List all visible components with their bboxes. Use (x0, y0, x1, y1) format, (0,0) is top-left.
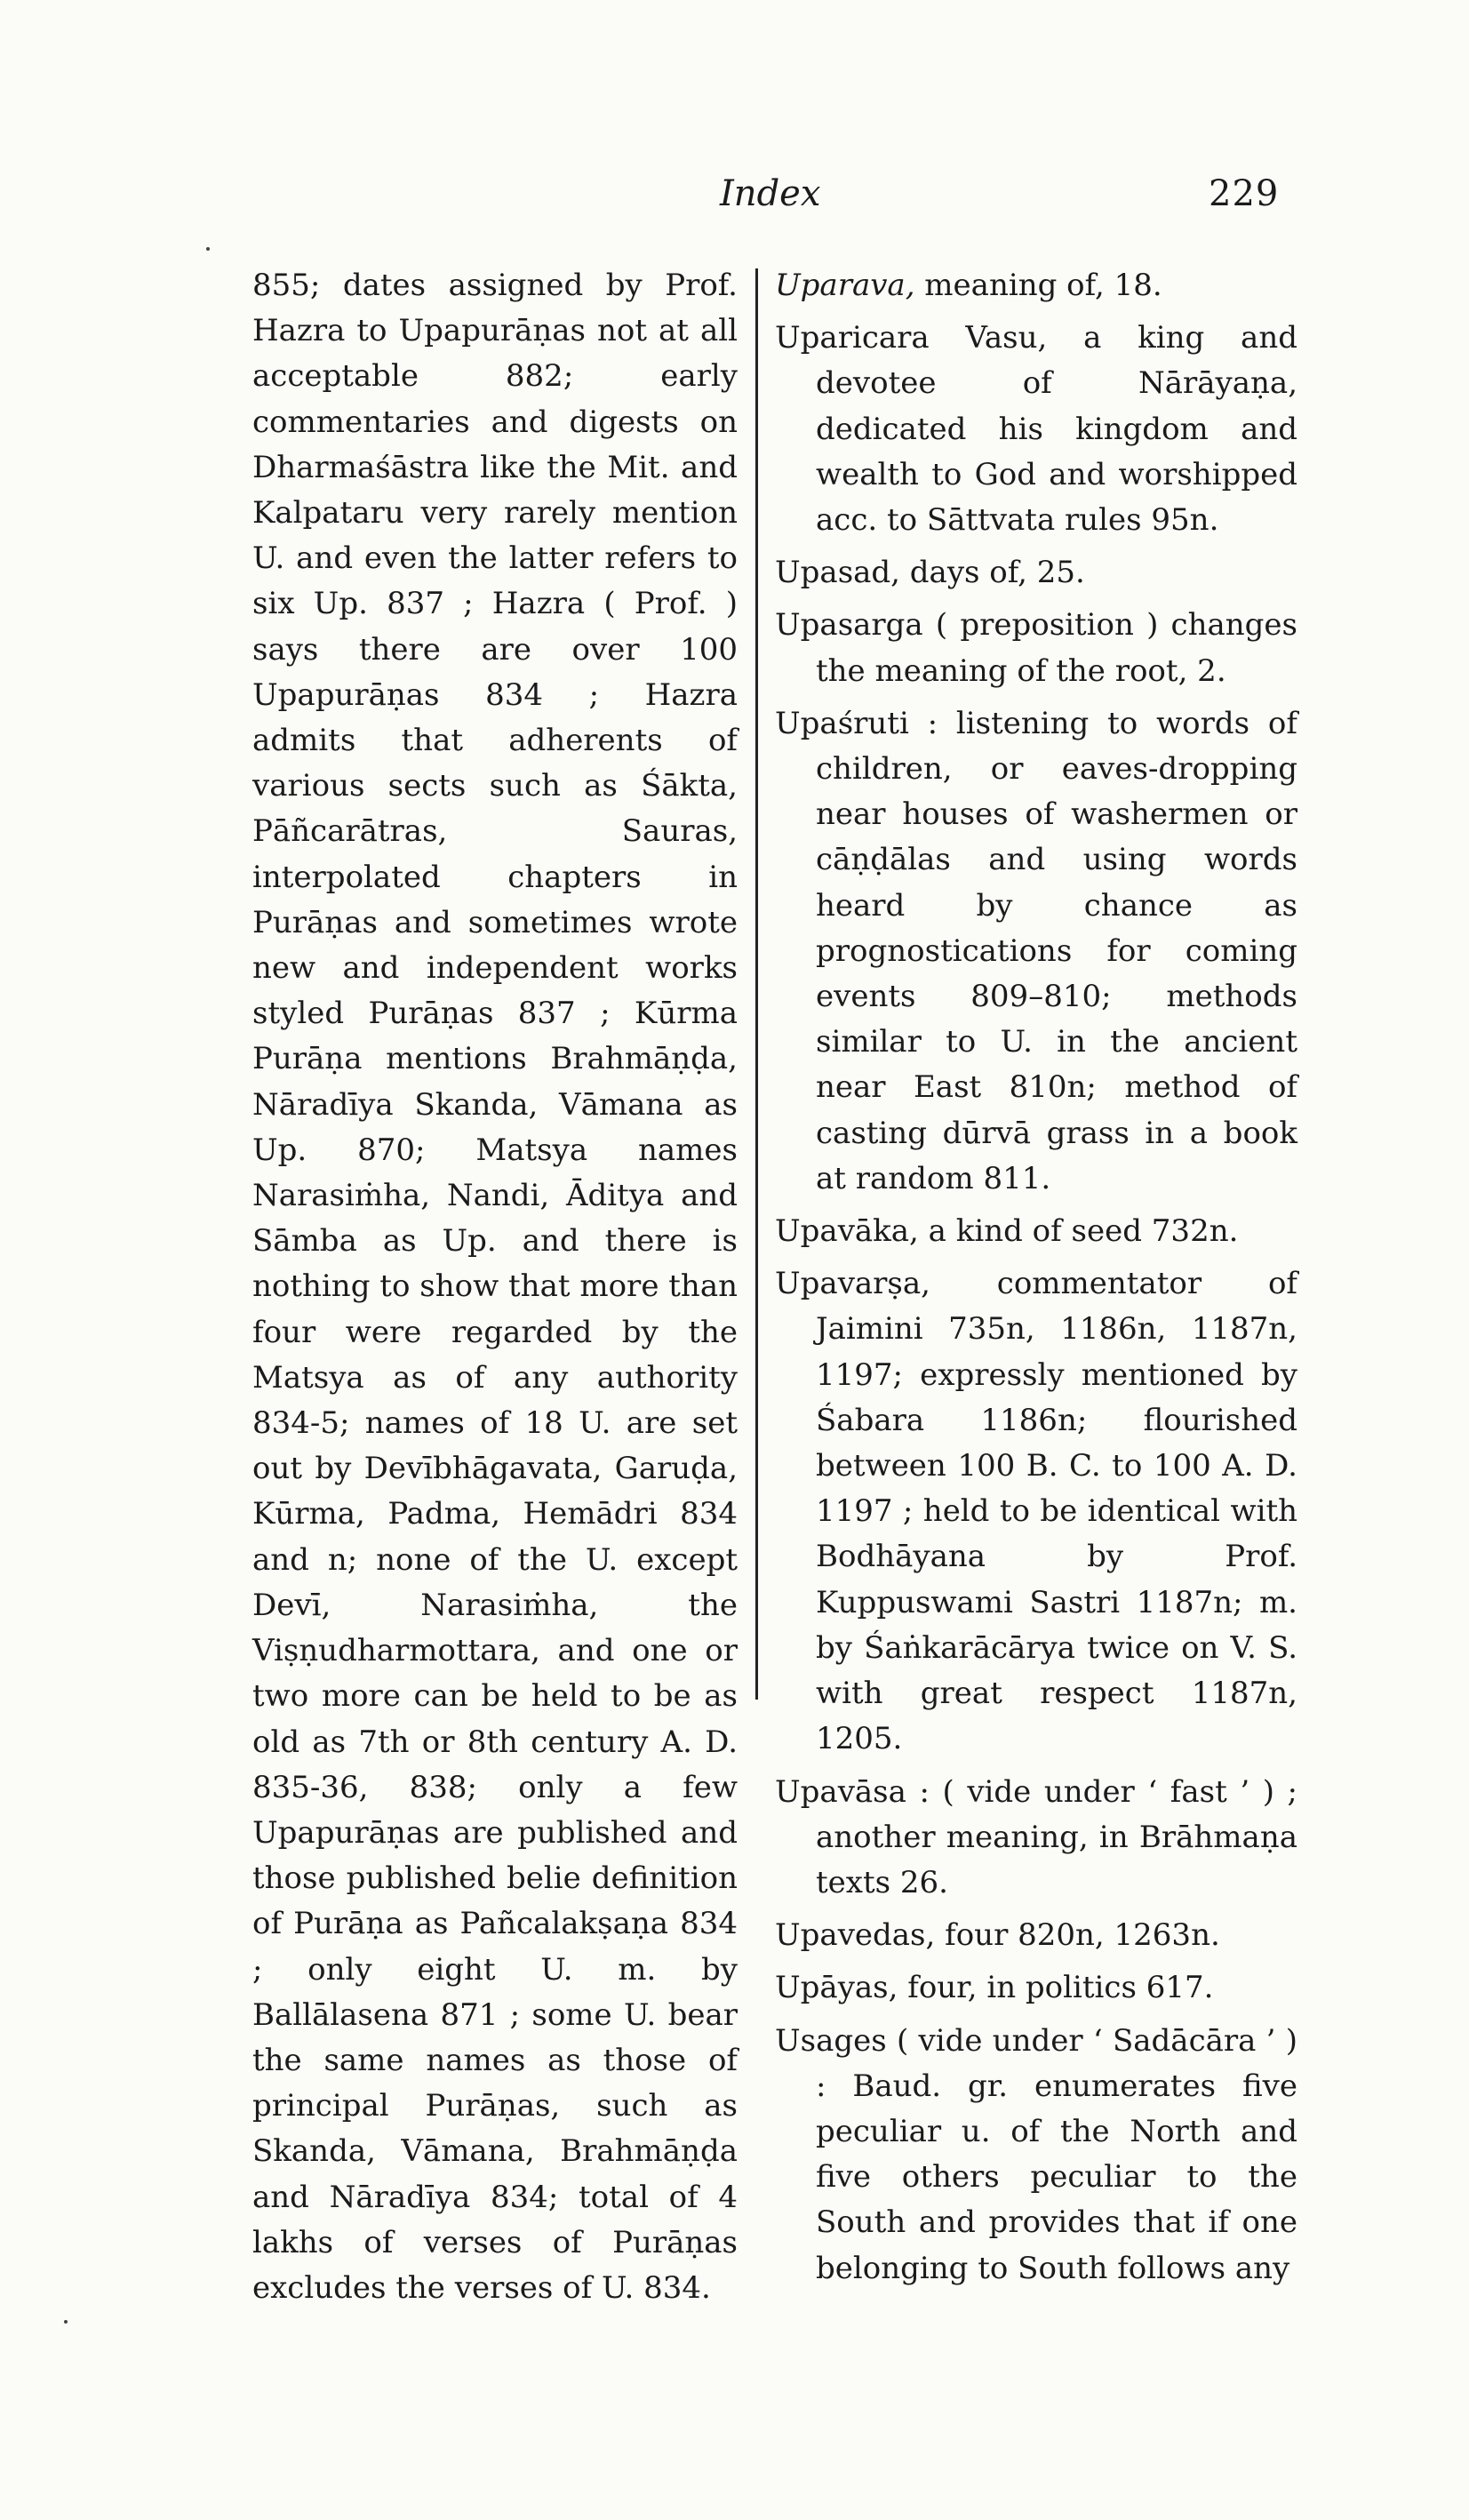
index-entry (775, 1913, 1297, 1958)
entry-text: Upāyas, four, in politics 617. (775, 1970, 1214, 2006)
index-entry (775, 316, 1297, 543)
index-entry (775, 1965, 1297, 2011)
continuation-entry-text: 855; dates assigned by Prof. Hazra to Upapurāṇas not at all acceptable 882; early commentaries and digests on Dharmaśāstra like the Mit. and Kalpataru very rarely mention U. and even the latter refers to six Up. 837 ; Hazra ( Prof. ) says there are over 100 Upapurāṇas 834 ; Hazra admits that adherents of various sects such as Śākta, Pāñcarātras, Sauras, interpolated chapters in Purāṇas and sometimes wrote new and independent works styled Purāṇas 837 ; Kūrma Purāṇa mentions Brahmāṇḍa, Nāradīya Skanda, Vāmana as Up. 870; Matsya names Narasiṁha, Nandi, Āditya and Sāmba as Up. and there is nothing to show that more than four were regarded by the Matsya as of any authority 834-5; names of 18 U. are set out by Devībhāgavata, Garuḍa, Kūrma, Padma, Hemādri 834 and n; none of the U. except Devī, Narasiṁha, the Viṣṇudharmottara, and one or two more can be held to be as old as 7th or 8th century A. D. 835-36, 838; only a few Upapurāṇas are published and those published belie definition of Purāṇa as Pañcalakṣaṇa 834 ; only eight U. m. by Ballālasena 871 ; some U. bear the same names as those of principal Purāṇas, such as Skanda, Vāmana, Brahmāṇḍa and Nāradīya 834; total of 4 lakhs of verses of Purāṇas excludes the verses of U. 834. (252, 268, 738, 2306)
entry-text: Upavāka, a kind of seed 732n. (775, 1213, 1239, 1250)
scan-speck (64, 2320, 68, 2324)
entry-text: Upasarga ( preposition ) changes the meaning of the root, 2. (775, 607, 1297, 689)
entry-text: Upaśruti : listening to words of children, or eaves-dropping near houses of washermen or cāṇḍālas and using words heard by chance as prognostications for coming events 809–810; methods similar to U. in the ancient near East 810n; method of casting dūrvā grass in a book at random 811. (775, 705, 1297, 1196)
index-entry (775, 603, 1297, 693)
page-number: 229 (1209, 173, 1280, 214)
entry-text: Uparicara Vasu, a king and devotee of Nārāyaṇa, dedicated his kingdom and wealth to God and worshipped acc. to Sāttvata rules 95n. (775, 320, 1297, 539)
index-entry (775, 1770, 1297, 1907)
entry-text: Upavarṣa, commentator of Jaimini 735n, 1186n, 1187n, 1197; expressly mentioned by Śabara 1186n; flourished between 100 B. C. to 100 A. D. 1197 ; held to be identical with Bodhāyana by Prof. Kuppuswami Sastri 1187n; m. by Śaṅkarācārya twice on V. S. with great respect 1187n, 1205. (775, 1266, 1297, 1757)
index-entry (775, 550, 1297, 596)
running-head: Index (720, 173, 821, 214)
entry-text: Usages ( vide under ‘ Sadācāra ’ ) : Baud. gr. enumerates five peculiar u. of the North and five others peculiar to the South and provides that if one belonging to South follows any (775, 2022, 1297, 2286)
index-entry (775, 263, 1297, 308)
page-header (0, 173, 1469, 227)
column-divider (755, 268, 758, 1700)
right-column (775, 263, 1297, 2299)
index-entry (775, 1209, 1297, 1254)
entry-text: Upavāsa : ( vide under ‘ fast ’ ) ; another meaning, in Brāhmaṇa texts 26. (775, 1773, 1297, 1900)
entry-text: meaning of, 18. (914, 268, 1162, 303)
entry-headword: Uparava, (775, 268, 915, 303)
index-entry (775, 1261, 1297, 1762)
entry-text: Upavedas, four 820n, 1263n. (775, 1917, 1220, 1954)
index-entry (775, 701, 1297, 1202)
scan-speck (206, 247, 210, 251)
left-column (252, 263, 738, 2311)
entry-text: Upasad, days of, 25. (775, 555, 1085, 591)
index-entry (775, 2019, 1297, 2292)
